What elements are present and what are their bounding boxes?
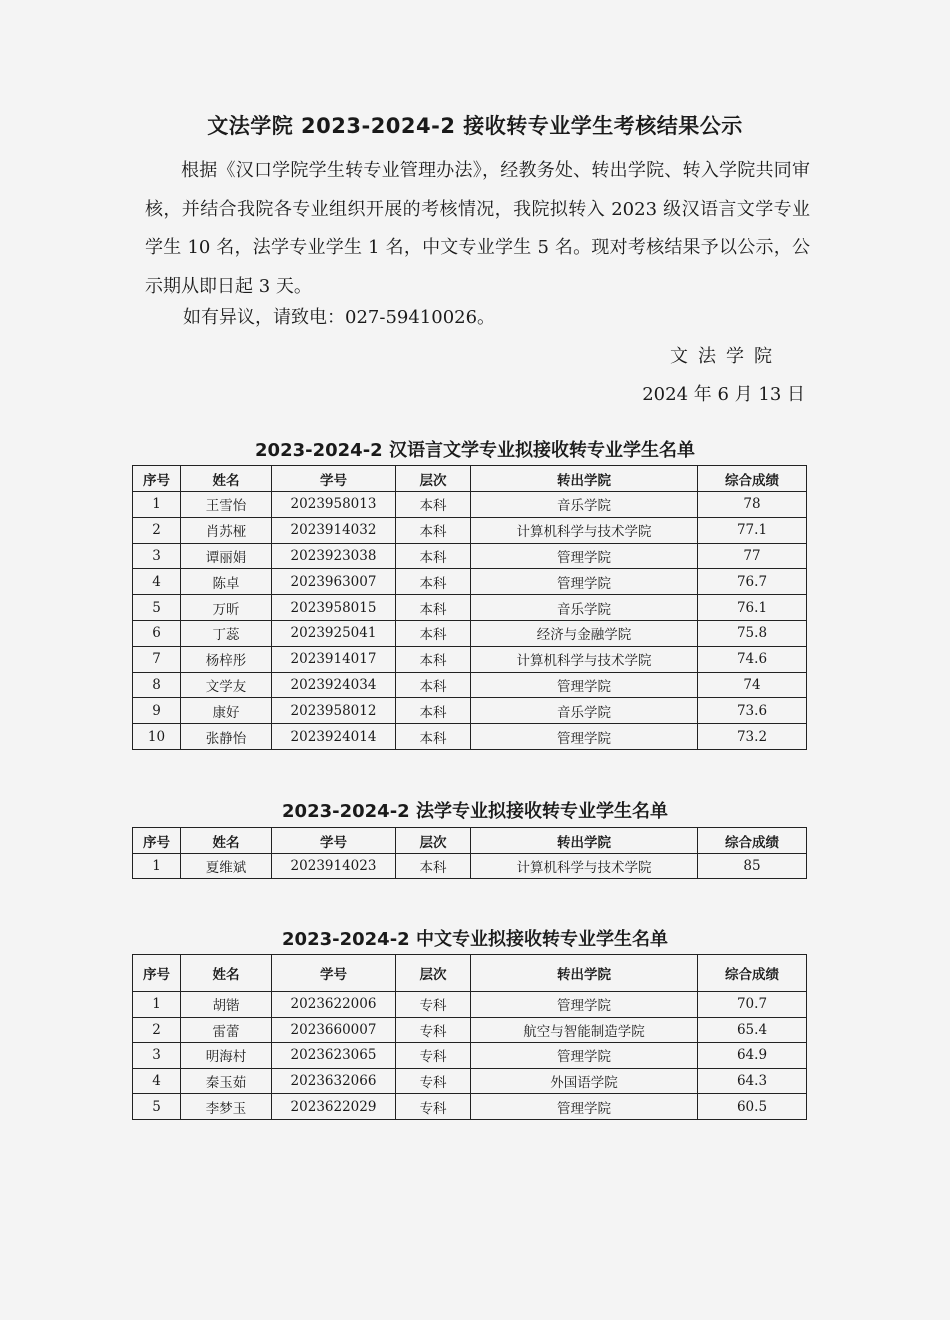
table-row (133, 646, 807, 672)
cell-level: 本科 (396, 620, 471, 646)
table-row (133, 492, 807, 518)
cell-name: 张静怡 (181, 724, 272, 750)
header-score: 综合成绩 (698, 955, 807, 992)
notice-paragraph: 根据《汉口学院学生转专业管理办法》，经教务处、转出学院、转入学院共同审核，并结合我院各专业组织开展的考核情况，我院拟转入 2023 级汉语言文学专业学生 10 名，法学专业学生 1 名，中文专业学生 5 名。现对考核结果予以公示，公示期从即日起 3 天。 (145, 160, 810, 297)
cell-student-id: 2023914023 (272, 854, 396, 879)
header-level: 层次 (396, 955, 471, 992)
cell-name: 肖苏桠 (181, 517, 272, 543)
header-source-college: 转出学院 (471, 955, 698, 992)
cell-name: 王雪怡 (181, 492, 272, 518)
cell-name: 文学友 (181, 672, 272, 698)
cell-index: 6 (133, 620, 181, 646)
cell-index: 2 (133, 1017, 181, 1043)
table-row (133, 992, 807, 1018)
cell-student-id: 2023632066 (272, 1068, 396, 1094)
table-title-law: 2023-2024-2 法学专业拟接收转专业学生名单 (282, 801, 668, 822)
cell-source-college: 管理学院 (471, 992, 698, 1018)
cell-level: 专科 (396, 1043, 471, 1069)
header-student-id: 学号 (272, 466, 396, 492)
table-header-row (133, 466, 807, 492)
cell-score: 74 (698, 672, 807, 698)
cell-score: 73.6 (698, 698, 807, 724)
cell-score: 73.2 (698, 724, 807, 750)
cell-index: 9 (133, 698, 181, 724)
header-name: 姓名 (181, 828, 272, 854)
cell-student-id: 2023622006 (272, 992, 396, 1018)
cell-level: 专科 (396, 1017, 471, 1043)
cell-source-college: 管理学院 (471, 672, 698, 698)
cell-student-id: 2023958015 (272, 595, 396, 621)
header-source-college: 转出学院 (471, 828, 698, 854)
table-row (133, 569, 807, 595)
header-student-id: 学号 (272, 828, 396, 854)
cell-level: 本科 (396, 854, 471, 879)
cell-score: 64.9 (698, 1043, 807, 1069)
cell-index: 1 (133, 992, 181, 1018)
cell-source-college: 计算机科学与技术学院 (471, 517, 698, 543)
cell-score: 74.6 (698, 646, 807, 672)
table-row (133, 854, 807, 879)
header-level: 层次 (396, 466, 471, 492)
cell-source-college: 计算机科学与技术学院 (471, 854, 698, 879)
cell-index: 4 (133, 1068, 181, 1094)
cell-level: 本科 (396, 724, 471, 750)
table-row (133, 698, 807, 724)
signature: 文法学院 (670, 346, 782, 367)
cell-index: 3 (133, 543, 181, 569)
header-score: 综合成绩 (698, 828, 807, 854)
cell-index: 1 (133, 854, 181, 879)
cell-source-college: 管理学院 (471, 569, 698, 595)
cell-source-college: 音乐学院 (471, 492, 698, 518)
cell-name: 杨梓彤 (181, 646, 272, 672)
table-row (133, 672, 807, 698)
cell-name: 丁蕊 (181, 620, 272, 646)
contact-line: 如有异议，请致电：027-59410026。 (183, 307, 496, 328)
cell-score: 70.7 (698, 992, 807, 1018)
table-header-row (133, 955, 807, 992)
issue-date: 2024 年 6 月 13 日 (642, 384, 805, 405)
cell-student-id: 2023958012 (272, 698, 396, 724)
header-level: 层次 (396, 828, 471, 854)
cell-score: 65.4 (698, 1017, 807, 1043)
cell-student-id: 2023958013 (272, 492, 396, 518)
cell-name: 康好 (181, 698, 272, 724)
cell-source-college: 音乐学院 (471, 698, 698, 724)
cell-index: 10 (133, 724, 181, 750)
cell-score: 78 (698, 492, 807, 518)
cell-name: 谭丽娟 (181, 543, 272, 569)
header-name: 姓名 (181, 466, 272, 492)
cell-name: 明海村 (181, 1043, 272, 1069)
cell-score: 76.1 (698, 595, 807, 621)
header-student-id: 学号 (272, 955, 396, 992)
cell-student-id: 2023925041 (272, 620, 396, 646)
cell-level: 专科 (396, 1068, 471, 1094)
cell-source-college: 管理学院 (471, 543, 698, 569)
cell-index: 3 (133, 1043, 181, 1069)
table-law (132, 827, 807, 879)
cell-source-college: 经济与金融学院 (471, 620, 698, 646)
cell-score: 77.1 (698, 517, 807, 543)
cell-score: 64.3 (698, 1068, 807, 1094)
cell-source-college: 管理学院 (471, 724, 698, 750)
cell-level: 专科 (396, 992, 471, 1018)
cell-name: 雷蕾 (181, 1017, 272, 1043)
cell-student-id: 2023914032 (272, 517, 396, 543)
table-row (133, 543, 807, 569)
cell-index: 4 (133, 569, 181, 595)
cell-name: 夏维斌 (181, 854, 272, 879)
table-row (133, 724, 807, 750)
cell-score: 76.7 (698, 569, 807, 595)
cell-index: 8 (133, 672, 181, 698)
table-row (133, 517, 807, 543)
cell-name: 李梦玉 (181, 1094, 272, 1120)
cell-student-id: 2023660007 (272, 1017, 396, 1043)
table-title-chinese: 2023-2024-2 中文专业拟接收转专业学生名单 (282, 929, 668, 950)
cell-score: 77 (698, 543, 807, 569)
cell-student-id: 2023923038 (272, 543, 396, 569)
cell-level: 本科 (396, 595, 471, 621)
cell-level: 本科 (396, 543, 471, 569)
cell-index: 7 (133, 646, 181, 672)
table-row (133, 1043, 807, 1069)
cell-source-college: 航空与智能制造学院 (471, 1017, 698, 1043)
cell-name: 秦玉茹 (181, 1068, 272, 1094)
cell-score: 85 (698, 854, 807, 879)
cell-name: 陈卓 (181, 569, 272, 595)
cell-source-college: 音乐学院 (471, 595, 698, 621)
table-row (133, 1017, 807, 1043)
header-index: 序号 (133, 955, 181, 992)
cell-source-college: 管理学院 (471, 1043, 698, 1069)
header-source-college: 转出学院 (471, 466, 698, 492)
cell-index: 5 (133, 1094, 181, 1120)
table-title-chinese-literature: 2023-2024-2 汉语言文学专业拟接收转专业学生名单 (255, 440, 695, 461)
cell-name: 胡锴 (181, 992, 272, 1018)
cell-level: 本科 (396, 698, 471, 724)
header-name: 姓名 (181, 955, 272, 992)
table-row (133, 595, 807, 621)
cell-index: 2 (133, 517, 181, 543)
cell-level: 本科 (396, 672, 471, 698)
cell-student-id: 2023914017 (272, 646, 396, 672)
cell-name: 万昕 (181, 595, 272, 621)
cell-level: 专科 (396, 1094, 471, 1120)
table-row (133, 620, 807, 646)
cell-level: 本科 (396, 517, 471, 543)
cell-level: 本科 (396, 492, 471, 518)
cell-index: 5 (133, 595, 181, 621)
document-title: 文法学院 2023-2024-2 接收转专业学生考核结果公示 (207, 114, 743, 138)
cell-index: 1 (133, 492, 181, 518)
cell-level: 本科 (396, 569, 471, 595)
header-score: 综合成绩 (698, 466, 807, 492)
notice-body (145, 152, 810, 306)
cell-source-college: 计算机科学与技术学院 (471, 646, 698, 672)
cell-level: 本科 (396, 646, 471, 672)
table-header-row (133, 828, 807, 854)
cell-source-college: 管理学院 (471, 1094, 698, 1120)
table-row (133, 1068, 807, 1094)
header-index: 序号 (133, 828, 181, 854)
table-chinese (132, 954, 807, 1120)
cell-student-id: 2023924034 (272, 672, 396, 698)
table-chinese-literature (132, 465, 807, 750)
cell-source-college: 外国语学院 (471, 1068, 698, 1094)
cell-student-id: 2023623065 (272, 1043, 396, 1069)
cell-student-id: 2023622029 (272, 1094, 396, 1120)
cell-score: 75.8 (698, 620, 807, 646)
cell-student-id: 2023963007 (272, 569, 396, 595)
cell-score: 60.5 (698, 1094, 807, 1120)
table-row (133, 1094, 807, 1120)
cell-student-id: 2023924014 (272, 724, 396, 750)
header-index: 序号 (133, 466, 181, 492)
